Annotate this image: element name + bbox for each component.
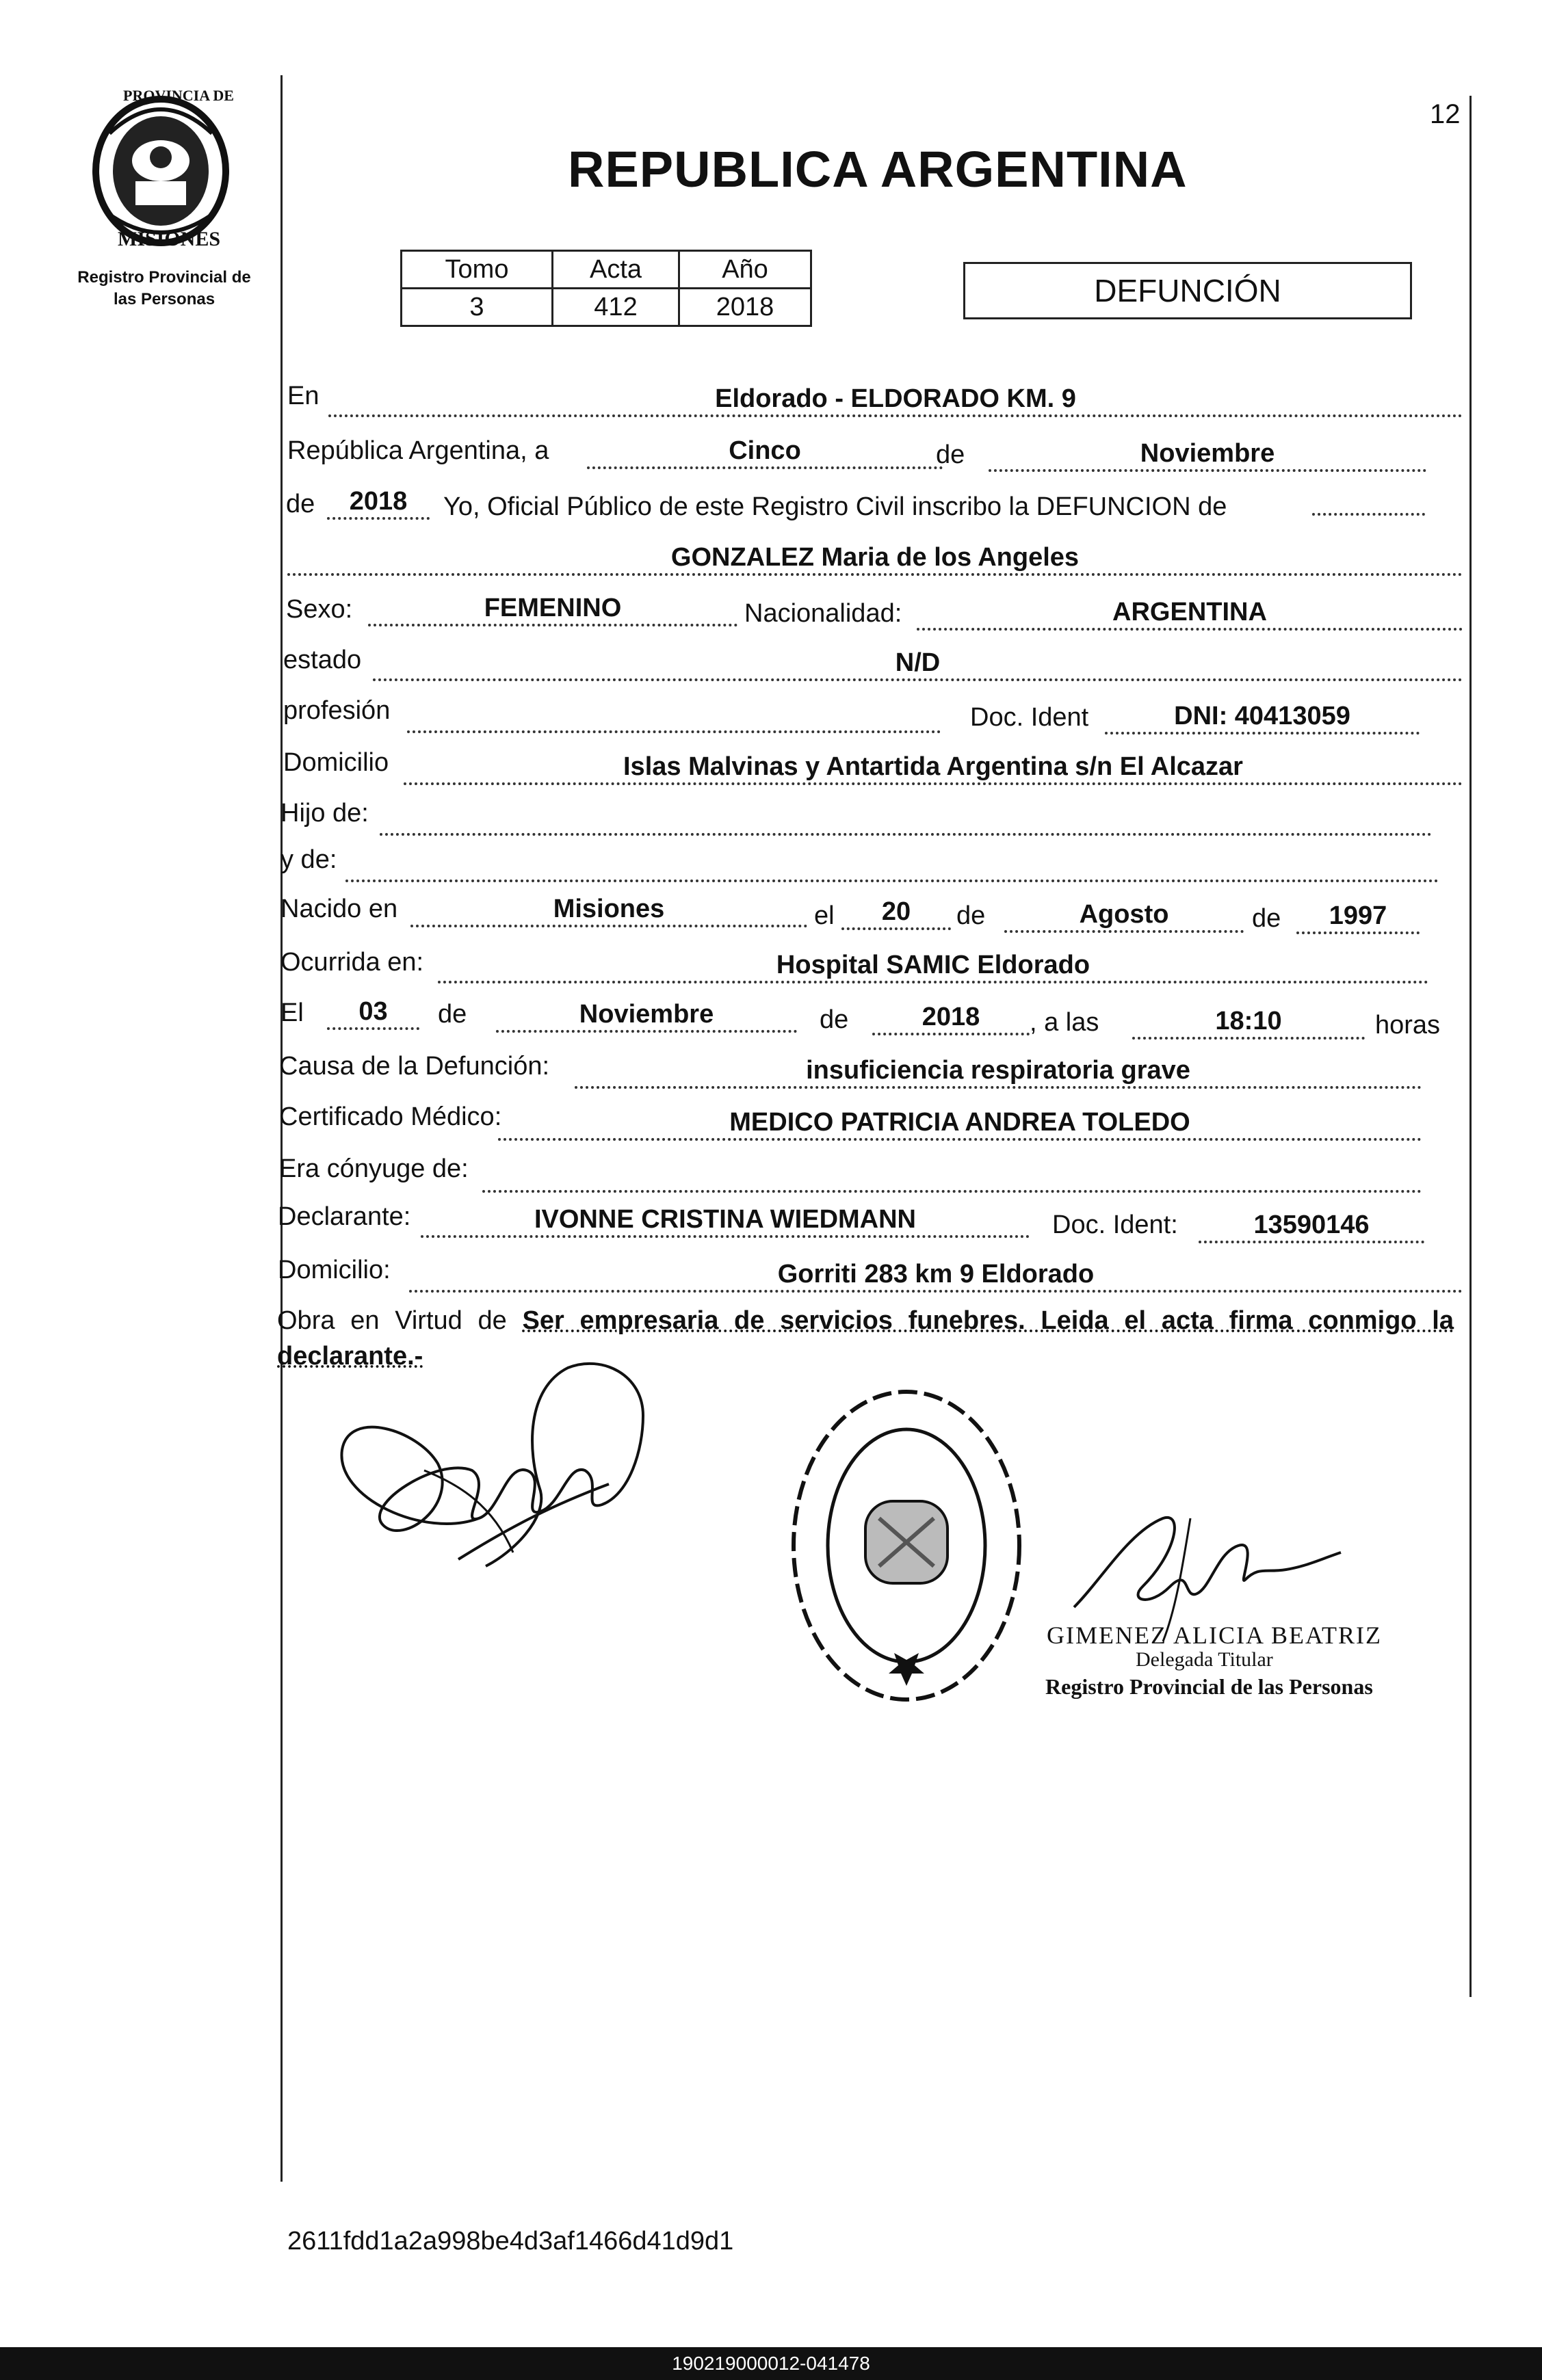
de-label-6: de [820,1005,849,1034]
domicilio2-value: Gorriti 283 km 9 Eldorado [409,1258,1463,1293]
nacionalidad-label: Nacionalidad: [744,599,902,628]
barcode-text: 190219000012-041478 [672,2353,870,2374]
obra-label: Obra en Virtud de [277,1306,507,1335]
month-written-value: Noviembre [989,438,1426,472]
de-label-5: de [438,1000,467,1029]
domicilio2-label: Domicilio: [278,1256,391,1284]
republica-label: República Argentina, a [287,436,549,465]
alas-label: , a las [1030,1008,1099,1037]
death-month-value: Noviembre [496,999,797,1033]
doc-ident-label: Doc. Ident [970,703,1089,732]
causa-value: insuficiencia respiratoria grave [575,1055,1422,1089]
registry-label [62,267,267,310]
certificado-value: MEDICO PATRICIA ANDREA TOLEDO [498,1107,1422,1141]
nacido-label: Nacido en [280,895,398,923]
yde-label: y de: [280,845,337,874]
declarante-doc-value: 13590146 [1199,1209,1424,1243]
official-name: GIMENEZ ALICIA BEATRIZ [1047,1622,1382,1649]
stamp-text [790,1723,1023,1752]
declarante-value: IVONNE CRISTINA WIEDMANN [421,1204,1030,1238]
sexo-value: FEMENINO [368,592,737,626]
registry-label-line1: Registro Provincial de [77,268,251,287]
profesion-label: profesión [283,696,391,725]
ref-value-acta: 412 [553,289,679,326]
estado-value: N/D [373,647,1463,681]
en-label: En [287,382,319,410]
en-value: Eldorado - ELDORADO KM. 9 [328,383,1463,417]
seal-top-text: PROVINCIA DE [123,87,234,104]
de-label-2: de [286,490,315,518]
domicilio-label: Domicilio [283,748,389,777]
record-type-box: DEFUNCIÓN [963,262,1412,319]
causa-label: Causa de la Defunción: [279,1052,550,1081]
de-label-3: de [956,901,986,930]
declarante-doc-label: Doc. Ident: [1052,1211,1178,1239]
yde-dots [345,873,1439,882]
day-written-value: Cinco [587,435,943,469]
ref-value-anio: 2018 [679,289,811,326]
nacido-value: Misiones [410,893,807,927]
nacionalidad-value: ARGENTINA [917,596,1463,631]
birth-day-value: 20 [841,896,951,930]
deceased-name-value: GONZALEZ Maria de los Angeles [287,542,1463,576]
obra-value: Ser empresaria de servicios funebres. Leida el acta firma conmigo la declarante.- [277,1306,1454,1371]
year-value: 2018 [327,486,430,520]
domicilio-value: Islas Malvinas y Antartida Argentina s/n El Alcazar [404,751,1463,785]
official-role: Delegada Titular [1136,1648,1273,1671]
death-time-value: 18:10 [1132,1005,1365,1040]
official-stamp [783,1381,1030,1710]
birth-year-value: 1997 [1296,900,1420,934]
seal-bottom-text: MISIONES [118,228,221,250]
death-year-value: 2018 [872,1001,1030,1035]
oficial-text: Yo, Oficial Público de este Registro Civil inscribo la DEFUNCION de [443,492,1227,521]
ocurrida-value: Hospital SAMIC Eldorado [438,949,1428,983]
page-title: REPUBLICA ARGENTINA [568,141,1188,198]
birth-month-value: Agosto [1004,899,1244,933]
right-margin-line [1469,96,1472,1997]
sexo-label: Sexo: [286,595,353,624]
certificado-label: Certificado Médico: [279,1102,502,1131]
de-label-4: de [1252,904,1281,933]
ref-header-tomo: Tomo [402,251,553,289]
hijo-dots [380,826,1432,836]
declarante-label: Declarante: [278,1202,411,1231]
reference-table [400,250,812,327]
doc-ident-value: DNI: 40413059 [1105,700,1420,735]
page-number: 12 [1430,99,1461,129]
de-label-1: de [936,440,965,469]
el-label: el [814,901,835,930]
official-org: Registro Provincial de las Personas [1045,1674,1373,1699]
hijo-label: Hijo de: [280,799,369,828]
document-hash: 2611fdd1a2a998be4d3af1466d41d9d1 [287,2227,734,2256]
El-label: El [280,999,304,1027]
ref-header-anio: Año [679,251,811,289]
ref-header-acta: Acta [553,251,679,289]
oficial-trailing-dots [1312,506,1425,516]
ref-value-tomo: 3 [402,289,553,326]
registry-label-line2: las Personas [113,290,215,308]
declarant-signature [322,1347,677,1607]
provincial-seal [82,87,239,250]
horas-label: horas [1375,1011,1441,1040]
conyuge-dots [482,1183,1422,1193]
profesion-dots [407,724,941,733]
estado-label: estado [283,646,362,674]
death-day-value: 03 [327,996,419,1030]
ocurrida-label: Ocurrida en: [280,948,424,977]
conyuge-label: Era cónyuge de: [279,1154,469,1183]
